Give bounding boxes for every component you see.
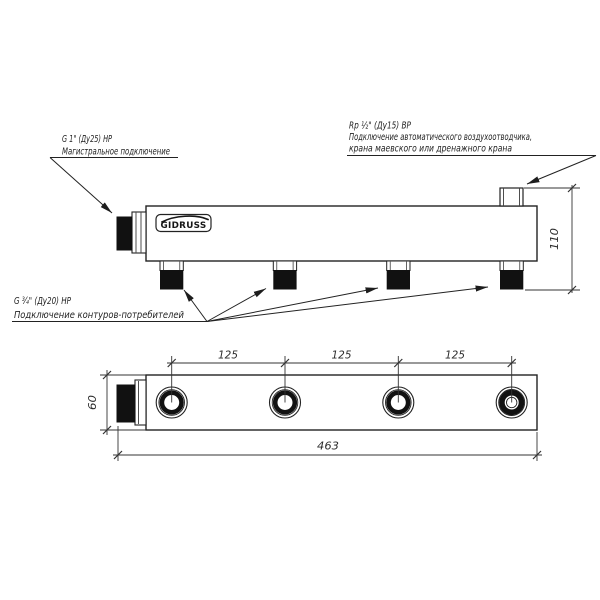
inlet-thread-plan (117, 385, 135, 422)
inlet-flange-side (132, 212, 146, 253)
leader-outlet-3 (207, 288, 378, 322)
dim-463-label: 463 (317, 439, 339, 453)
dim-110-label: 110 (548, 229, 561, 250)
outlet-4-side (500, 261, 523, 289)
leader-outlet-2 (207, 289, 266, 322)
callout-air-spec: Rp ½" (Ду15) ВР (349, 120, 412, 132)
callout-main-connection (50, 134, 178, 213)
gidruss-logo-badge (156, 215, 211, 232)
dim-125-label-3: 125 (445, 348, 465, 362)
logo-text: GIDRUSS (160, 221, 207, 231)
side-view (117, 188, 537, 289)
plan-view (117, 375, 537, 430)
outlet-1-side (160, 261, 183, 289)
outlet-2-side (273, 261, 296, 289)
callout-circuits-spec: G ¾" (Ду20) НР (14, 296, 72, 307)
outlet-3-side (387, 261, 410, 289)
inlet-thread-side (117, 217, 132, 250)
dim-60-label: 60 (86, 396, 99, 410)
dim-125-label-2: 125 (331, 348, 352, 362)
callout-air-desc-2: крана маевского или дренажного крана (349, 143, 513, 155)
leader-outlet-1 (184, 290, 207, 322)
callout-main-spec: G 1" (Ду25) НР (62, 134, 113, 145)
manifold-body-plan (146, 375, 537, 430)
callout-main-desc: Магистральное подключение (62, 146, 171, 158)
callout-air-desc-1: Подключение автоматического воздухоотводчика, (349, 132, 532, 143)
leader-outlet-4 (207, 287, 488, 322)
inlet-flange-plan (135, 380, 146, 425)
callout-air-vent (347, 121, 596, 185)
callout-consumer-circuits (12, 287, 488, 322)
callout-circuits-desc: Подключение контуров-потребителей (14, 310, 184, 321)
dim-125-label-1: 125 (218, 348, 238, 362)
